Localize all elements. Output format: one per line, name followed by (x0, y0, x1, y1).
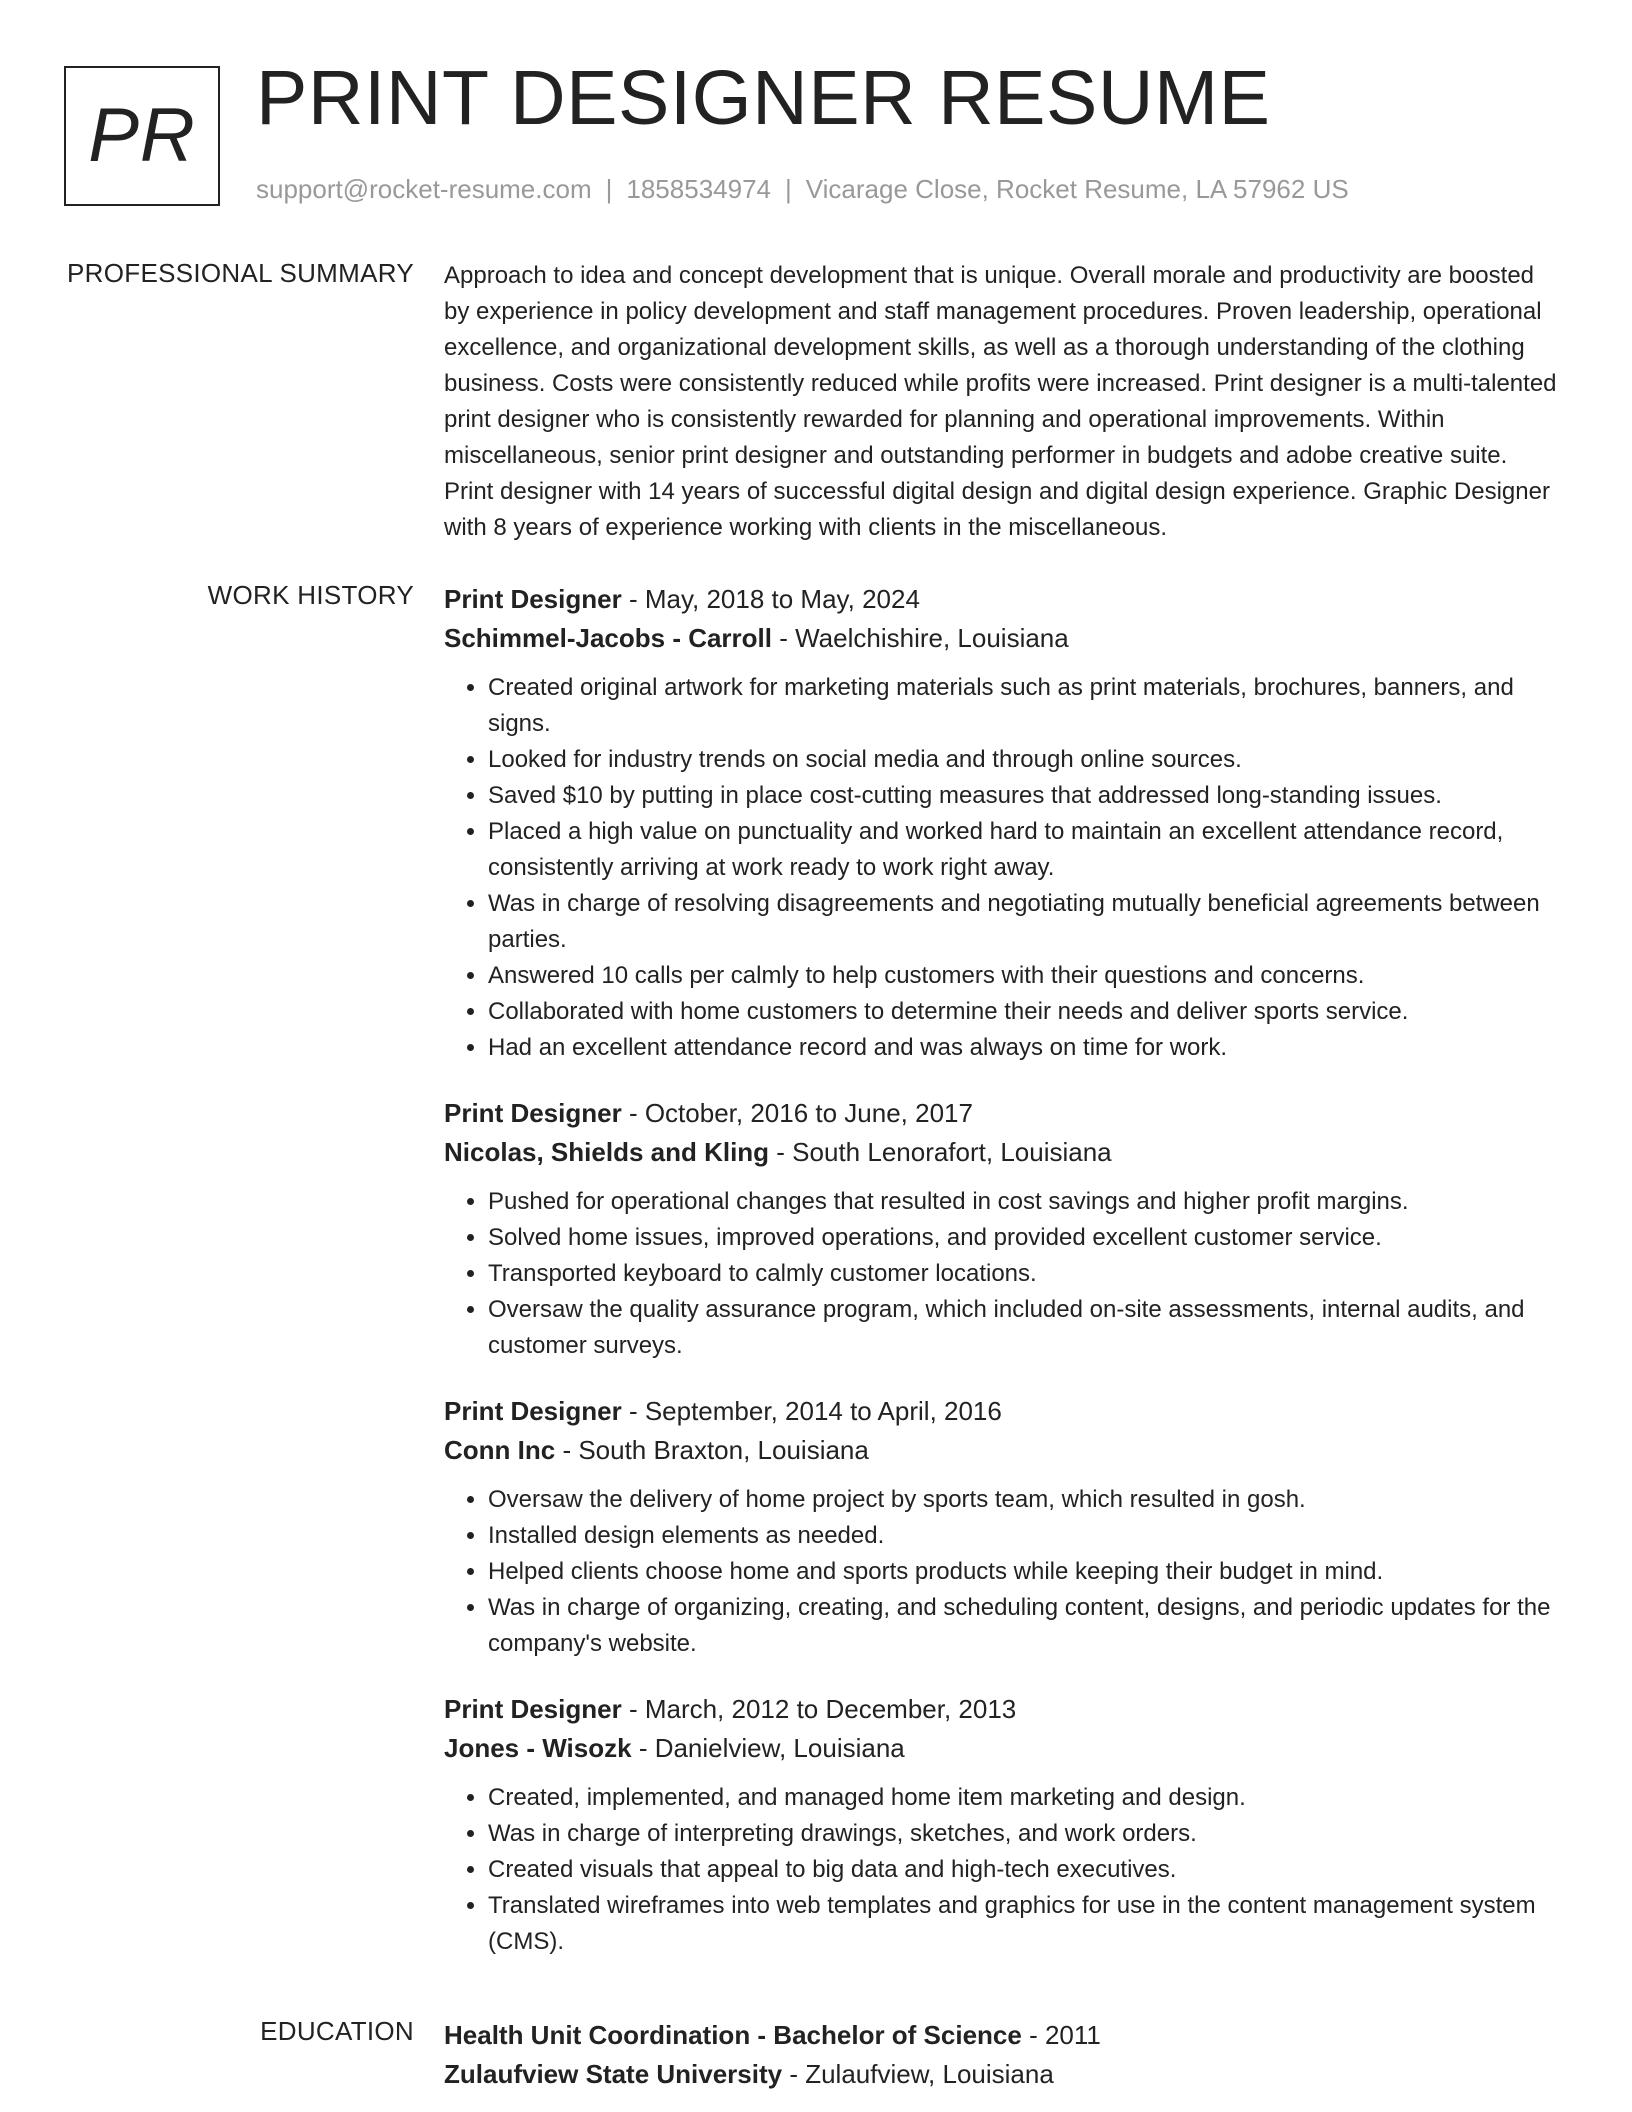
education-year: - 2011 (1021, 2020, 1101, 2050)
job-bullet: • Had an excellent attendance record and was always on time for work. (488, 1030, 1558, 1066)
education-location: - Zulaufview, Louisiana (782, 2059, 1054, 2089)
job-bullets (444, 1184, 1558, 1364)
job-title: Print Designer (444, 584, 622, 614)
job-company: Nicolas, Shields and Kling (444, 1137, 770, 1167)
job-title: Print Designer (444, 1396, 622, 1426)
job-company: Conn Inc (444, 1435, 556, 1465)
job-bullet: • Oversaw the delivery of home project by sports team, which resulted in gosh. (488, 1482, 1558, 1518)
job-title-line (444, 1690, 1558, 1729)
education-school: Zulaufview State University (444, 2059, 783, 2089)
job-company-line (444, 1431, 1558, 1470)
job-dates: - March, 2012 to December, 2013 (621, 1694, 1017, 1724)
job-bullets (444, 1780, 1558, 1960)
work-history-label: WORK HISTORY (207, 580, 414, 610)
job-entry (444, 1094, 1558, 1364)
job-location: - South Lenorafort, Louisiana (769, 1137, 1112, 1167)
job-bullet: • Was in charge of interpreting drawings, sketches, and work orders. (488, 1816, 1558, 1852)
job-location: - Waelchishire, Louisiana (772, 623, 1069, 653)
job-bullet: • Saved $10 by putting in place cost-cutting measures that addressed long-standing issues. (488, 778, 1558, 814)
job-bullet: • Pushed for operational changes that resulted in cost savings and higher profit margins. (488, 1184, 1558, 1220)
job-entry (444, 1392, 1558, 1662)
job-company-line (444, 619, 1558, 658)
education-school-line (444, 2055, 1558, 2094)
job-dates: - September, 2014 to April, 2016 (621, 1396, 1002, 1426)
summary-label: PROFESSIONAL SUMMARY (67, 258, 414, 288)
job-bullet: • Translated wireframes into web templates and graphics for use in the content management system (CMS). (488, 1888, 1558, 1960)
job-bullet: • Looked for industry trends on social media and through online sources. (488, 742, 1558, 778)
job-bullet: • Solved home issues, improved operations, and provided excellent customer service. (488, 1220, 1558, 1256)
job-title: Print Designer (444, 1098, 622, 1128)
job-bullet: • Created, implemented, and managed home item marketing and design. (488, 1780, 1558, 1816)
education-label: EDUCATION (260, 2016, 414, 2046)
job-title-line (444, 1392, 1558, 1431)
job-bullet: • Answered 10 calls per calmly to help customers with their questions and concerns. (488, 958, 1558, 994)
job-bullet: • Was in charge of resolving disagreements and negotiating mutually beneficial agreements between parties. (488, 886, 1558, 958)
education-degree: Health Unit Coordination - Bachelor of Science (444, 2020, 1022, 2050)
job-bullet: • Placed a high value on punctuality and worked hard to maintain an excellent attendance record, consistently arriving at work ready to work right away. (488, 814, 1558, 886)
summary-text: Approach to idea and concept development that is unique. Overall morale and productivity are boosted by experience in policy development and staff management procedures. Proven leadership, operational excellence, and organizational development skills, as well as a thorough understanding of the clothing business. Costs were consistently reduced while profits were increased. Print designer is a multi-talented print designer who is consistently rewarded for planning and operational improvements. Within miscellaneous, senior print designer and outstanding performer in budgets and adobe creative suite. Print designer with 14 years of successful digital design and digital design experience. Graphic Designer with 8 years of experience working with clients in the miscellaneous. (444, 262, 1557, 541)
job-bullet: • Helped clients choose home and sports products while keeping their budget in mind. (488, 1554, 1558, 1590)
job-entry (444, 580, 1558, 1066)
job-dates: - October, 2016 to June, 2017 (621, 1098, 973, 1128)
job-company-line (444, 1729, 1558, 1768)
job-bullet: • Was in charge of organizing, creating, and scheduling content, designs, and periodic updates for the company's website. (488, 1590, 1558, 1662)
job-title-line (444, 1094, 1558, 1133)
contact-phone: 1858534974 (626, 174, 771, 204)
monogram-initials: PR (88, 93, 196, 178)
job-entry (444, 1690, 1558, 1960)
monogram-logo (64, 66, 220, 206)
job-bullets (444, 670, 1558, 1066)
job-title-line (444, 580, 1558, 619)
contact-line (256, 174, 1349, 205)
contact-email: support@rocket-resume.com (256, 174, 592, 204)
contact-address: Vicarage Close, Rocket Resume, LA 57962 US (805, 174, 1349, 204)
job-company: Schimmel-Jacobs - Carroll (444, 623, 772, 653)
job-location: - South Braxton, Louisiana (555, 1435, 869, 1465)
job-bullet: • Transported keyboard to calmly customer locations. (488, 1256, 1558, 1292)
job-title: Print Designer (444, 1694, 622, 1724)
job-bullet: • Collaborated with home customers to determine their needs and deliver sports service. (488, 994, 1558, 1030)
job-list (444, 580, 1558, 1988)
job-bullet: • Installed design elements as needed. (488, 1518, 1558, 1554)
education-degree-line (444, 2016, 1558, 2055)
job-company: Jones - Wisozk (444, 1733, 632, 1763)
job-bullet: • Created original artwork for marketing materials such as print materials, brochures, banners, and signs. (488, 670, 1558, 742)
contact-separator: | (785, 174, 792, 204)
job-bullet: • Created visuals that appeal to big data and high-tech executives. (488, 1852, 1558, 1888)
job-company-line (444, 1133, 1558, 1172)
contact-separator: | (605, 174, 613, 204)
job-bullet: • Oversaw the quality assurance program, which included on-site assessments, internal audits, and customer surveys. (488, 1292, 1558, 1364)
job-location: - Danielview, Louisiana (631, 1733, 905, 1763)
resume-title: PRINT DESIGNER RESUME (256, 55, 1271, 141)
job-dates: - May, 2018 to May, 2024 (621, 584, 920, 614)
job-bullets (444, 1482, 1558, 1662)
